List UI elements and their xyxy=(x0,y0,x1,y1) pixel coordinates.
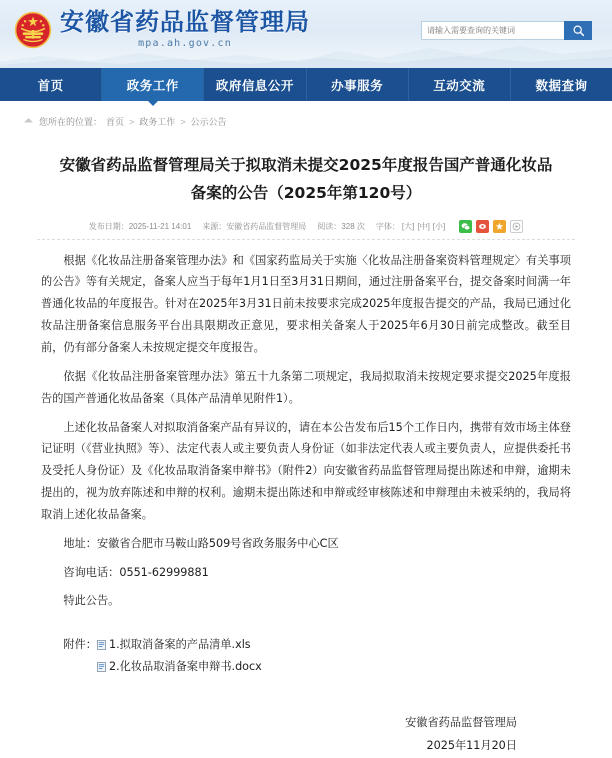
share-icon-group xyxy=(459,220,523,233)
nav-item-government-info-disclosure[interactable] xyxy=(204,68,306,101)
site-brand[interactable] xyxy=(60,7,310,49)
font-size-large-button[interactable]: [大] xyxy=(401,221,415,231)
breadcrumb-item-announcements[interactable]: 公示公告 xyxy=(190,117,227,127)
closing-statement: 特此公告。 xyxy=(63,594,120,608)
breadcrumb xyxy=(0,101,612,136)
wechat-share-icon[interactable] xyxy=(459,220,472,233)
source-value: 安徽省药品监督管理局 xyxy=(226,221,307,231)
nav-item-label: 政府信息公开 xyxy=(215,78,294,93)
article-paragraph: 根据《化妆品注册备案管理办法》和《国家药监局关于实施〈化妆品注册备案资料管理规定〉有关事项的公告》等有关规定，备案人应当于每年1月1日至3月31日期间，通过注册备案平台，提交备案时间满一年普通化妆品的年度报告。针对在2025年3月31日前未按要求完成2025年度报告提交的产品，我局已通过化妆品注册备案信息服务平台出具限期改正意见，要求相关备案人于2025年6月30日前完成整改。截至目前，仍有部分备案人未按规定提交年度报告。 xyxy=(41,253,571,354)
nav-item-label: 政务工作 xyxy=(126,78,179,93)
wechat-glyph-icon xyxy=(461,222,470,231)
nav-item-services[interactable] xyxy=(307,68,409,101)
font-size-controls xyxy=(376,221,446,232)
search-button[interactable] xyxy=(564,21,592,40)
nav-item-government-work[interactable] xyxy=(102,68,204,101)
signature-organization: 安徽省药品监督管理局 xyxy=(405,715,517,729)
attachment-filename: 2.化妆品取消备案申辩书.docx xyxy=(108,660,262,674)
office-address: 地址：安徽省合肥市马鞍山路509号省政务服务中心C区 xyxy=(63,536,339,550)
header-search xyxy=(421,21,592,40)
publish-date-label: 发布日期： xyxy=(88,221,129,231)
search-icon xyxy=(572,24,585,37)
star-glyph-icon xyxy=(495,222,504,231)
article-paragraph: 上述化妆品备案人对拟取消备案产品有异议的，请在本公告发布后15个工作日内，携带有效市场主体登记证明（《营业执照》等）、法定代表人或主要负责人身份证（如非法定代表人或主要负责人，应提供委托书及受托人身份证）及《化妆品取消备案申辩书》（附件2）向安徽省药品监督管理局提出陈述和申辩，逾期未提出的，视为放弃陈述和申辩的权利。逾期未提出陈述和申辩或经审核陈述和申辩理由未被采纳的，我局将取消上述化妆品备案。 xyxy=(41,420,571,521)
publish-date-value: 2025-11-21 14:01 xyxy=(128,221,192,231)
site-header xyxy=(0,0,612,68)
attachments-list xyxy=(97,634,571,678)
font-size-small-button[interactable]: [小] xyxy=(432,221,446,231)
attachments-section xyxy=(37,634,575,678)
article-source xyxy=(202,221,306,232)
publish-date xyxy=(89,221,192,232)
breadcrumb-separator: > xyxy=(129,116,135,127)
weibo-glyph-icon xyxy=(478,222,487,231)
font-size-label: 字体： xyxy=(375,221,400,231)
attachments-label: 附件： xyxy=(63,638,97,652)
article-signature xyxy=(37,712,575,758)
national-emblem-icon xyxy=(14,11,52,49)
nav-item-label: 互动交流 xyxy=(433,78,486,93)
nav-item-interaction[interactable] xyxy=(409,68,511,101)
article-paragraph: 依据《化妆品注册备案管理办法》第五十九条第二项规定，我局拟取消未按规定要求提交2025年度报告的国产普通化妆品备案（具体产品清单见附件1）。 xyxy=(41,369,571,405)
attachment-link-defense-form[interactable] xyxy=(97,656,571,678)
breadcrumb-item-government-work[interactable]: 政务工作 xyxy=(139,117,176,127)
xls-file-icon xyxy=(97,640,106,650)
meta-divider xyxy=(37,239,575,240)
attachment-link-product-list[interactable] xyxy=(97,634,571,656)
article-container xyxy=(17,146,595,758)
header-inner xyxy=(0,0,612,58)
favorite-star-icon[interactable] xyxy=(493,220,506,233)
font-size-medium-button[interactable]: [中] xyxy=(417,221,430,231)
site-domain: mpa.ah.gov.cn xyxy=(138,37,232,49)
site-title: 安徽省药品监督管理局 xyxy=(60,7,310,36)
doc-file-icon xyxy=(97,662,106,672)
play-circle-glyph-icon xyxy=(512,222,521,231)
breadcrumb-separator: > xyxy=(180,116,186,127)
signature-date: 2025年11月20日 xyxy=(426,738,517,752)
article-meta-bar xyxy=(37,220,575,239)
breadcrumb-item-home[interactable]: 首页 xyxy=(106,117,125,127)
attachment-filename: 1.拟取消备案的产品清单.xls xyxy=(108,638,251,652)
source-label: 来源： xyxy=(202,221,227,231)
weibo-share-icon[interactable] xyxy=(476,220,489,233)
main-navigation xyxy=(0,68,612,101)
nav-item-data-query[interactable] xyxy=(511,68,612,101)
nav-item-home[interactable] xyxy=(0,68,102,101)
article-body xyxy=(37,250,575,613)
breadcrumb-prefix: 您所在的位置： xyxy=(39,117,103,127)
nav-item-label: 数据查询 xyxy=(535,78,588,93)
contact-phone: 咨询电话：0551-62999881 xyxy=(63,565,209,579)
view-count xyxy=(317,221,365,232)
more-share-icon[interactable] xyxy=(510,220,523,233)
views-value: 328 次 xyxy=(341,221,365,231)
page-title: 安徽省药品监督管理局关于拟取消未提交2025年度报告国产普通化妆品备案的公告（2025年第120号） xyxy=(59,156,553,202)
views-label: 阅读： xyxy=(317,221,342,231)
nav-item-label: 首页 xyxy=(37,78,64,93)
home-icon xyxy=(24,118,33,126)
nav-item-label: 办事服务 xyxy=(331,78,384,93)
search-input[interactable] xyxy=(421,21,564,40)
